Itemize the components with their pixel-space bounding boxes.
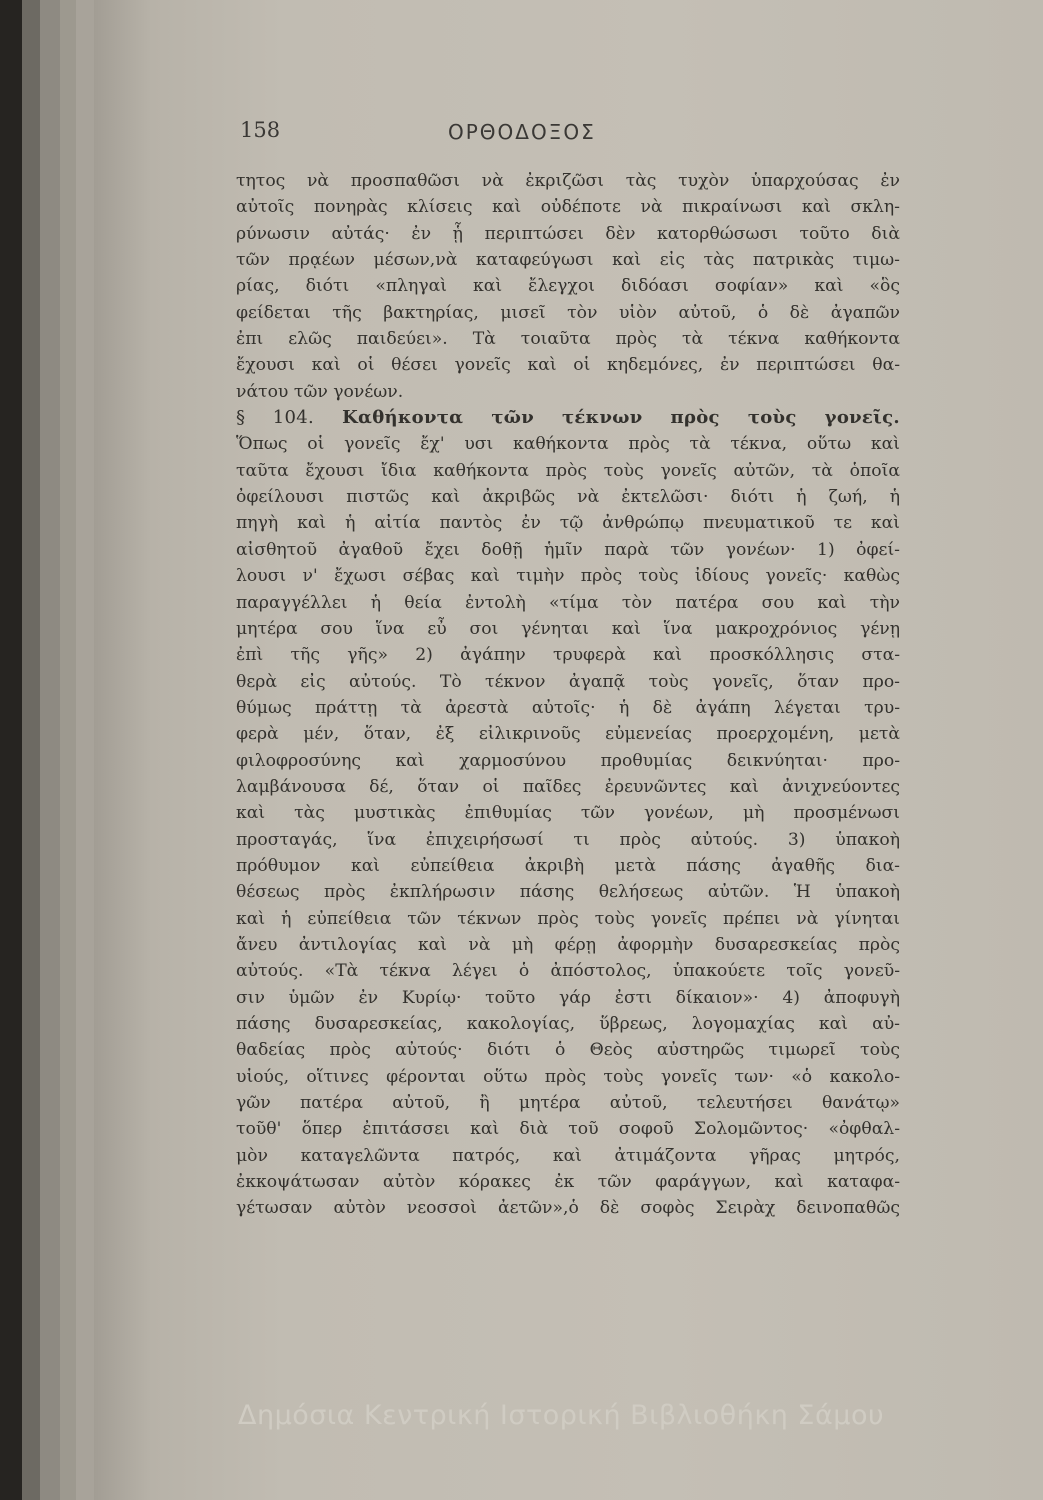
section-title: Καθήκοντα τῶν τέκνων πρὸς τοὺς γονεῖς. [342, 407, 900, 429]
text-line: καὶ τὰς μυστικὰς ἐπιθυμίας τῶν γονέων, μὴ προσμένωσι [236, 803, 900, 824]
text-line: φείδεται τῆς βακτηρίας, μισεῖ τὸν υἱὸν αὐτοῦ, ὁ δὲ ἀγαπῶν [236, 302, 900, 323]
page-edge [40, 0, 60, 1500]
text-line: αὐτούς. «Τὰ τέκνα λέγει ὁ ἀπόστολος, ὑπακούετε τοῖς γονεῦ- [236, 961, 900, 982]
text-line: θερὰ εἰς αὐτούς. Τὸ τέκνον ἀγαπᾷ τοὺς γονεῖς, ὅταν προ- [236, 671, 900, 692]
running-title: ΟΡΘΟΔΟΞΟΣ [448, 120, 596, 144]
text-line: ἐπὶ τῆς γῆς» 2) ἀγάπην τρυφερὰ καὶ προσκόλλησις στα- [236, 645, 900, 666]
text-line: αἰσθητοῦ ἀγαθοῦ ἔχει δοθῇ ἡμῖν παρὰ τῶν γονέων· 1) ὀφεί- [236, 539, 900, 560]
section-number: § 104. [236, 407, 315, 429]
text-line: ἄνευ ἀντιλογίας καὶ νὰ μὴ φέρῃ ἀφορμὴν δυσαρεσκείας πρὸς [236, 934, 900, 955]
page-edge [22, 0, 40, 1500]
page-edge [0, 0, 22, 1500]
text-line: ἔχουσι καὶ οἱ θέσει γονεῖς καὶ οἱ κηδεμόνες, ἐν περιπτώσει θα- [236, 355, 900, 376]
text-line: τῶν πρᾳέων μέσων,νὰ καταφεύγωσι καὶ εἰς τὰς πατρικὰς τιμω- [236, 250, 900, 271]
text-line: γέτωσαν αὐτὸν νεοσσοὶ ἀετῶν»,ὁ δὲ σοφὸς Σειρὰχ δεινοπαθῶς [236, 1198, 900, 1219]
text-line: ἐκκοψάτωσαν αὐτὸν κόρακες ἐκ τῶν φαράγγων, καὶ καταφα- [236, 1172, 900, 1193]
text-line: ταῦτα ἔχουσι ἴδια καθήκοντα πρὸς τοὺς γονεῖς αὐτῶν, τὰ ὁποῖα [236, 460, 900, 481]
text-line: τητος νὰ προσπαθῶσι νὰ ἐκριζῶσι τὰς τυχὸν ὑπαρχούσας ἐν [236, 171, 900, 191]
text-line: ὀφείλουσι πιστῶς καὶ ἀκριβῶς νὰ ἐκτελῶσι· διότι ἡ ζωή, ἡ [236, 487, 900, 508]
text-line: τοῦθ' ὅπερ ἐπιτάσσει καὶ διὰ τοῦ σοφοῦ Σολομῶντος· «ὀφθαλ- [236, 1119, 900, 1140]
text-line: φιλοφροσύνης καὶ χαρμοσύνου προθυμίας δεικνύηται· προ- [236, 750, 900, 771]
text-line: σιν ὑμῶν ἐν Κυρίῳ· τοῦτο γάρ ἐστι δίκαιον»· 4) ἀποφυγὴ [236, 987, 900, 1008]
paragraph-before-heading [236, 168, 900, 405]
paragraph-after-heading [236, 431, 900, 1221]
text-line: φερὰ μέν, ὅταν, ἐξ εἰλικρινοῦς εὐμενείας προερχομένη, μετὰ [236, 724, 900, 745]
text-line: θύμως πράττῃ τὰ ἀρεστὰ αὐτοῖς· ἡ δὲ ἀγάπη λέγεται τρυ- [236, 697, 900, 718]
library-watermark: Δημόσια Κεντρική Ιστορική Βιβλιοθήκη Σάμου [238, 1400, 885, 1431]
text-line: ρύνωσιν αὐτάς· ἐν ᾗ περιπτώσει δὲν κατορθώσωσι τοῦτο διὰ [236, 223, 900, 244]
text-line: νάτου τῶν γονέων. [236, 381, 404, 402]
text-line: αὐτοῖς πονηρὰς κλίσεις καὶ οὐδέποτε νὰ πικραίνωσι καὶ σκλη- [236, 197, 900, 218]
page-edge [60, 0, 76, 1500]
text-line: καὶ ἡ εὐπείθεια τῶν τέκνων πρὸς τοὺς γονεῖς πρέπει νὰ γίνηται [236, 908, 900, 929]
text-line: μητέρα σου ἵνα εὖ σοι γένηται καὶ ἵνα μακροχρόνιος γένῃ [236, 618, 900, 639]
page-header [240, 118, 880, 154]
text-line: υἱούς, οἵτινες φέρονται οὕτω πρὸς τοὺς γονεῖς των· «ὁ κακολο- [236, 1066, 900, 1087]
text-line: προσταγάς, ἵνα ἐπιχειρήσωσί τι πρὸς αὐτούς. 3) ὑπακοὴ [236, 829, 900, 850]
page-edge [76, 0, 94, 1500]
text-line: λουσι ν' ἔχωσι σέβας καὶ τιμὴν πρὸς τοὺς ἰδίους γονεῖς· καθὼς [236, 566, 900, 587]
body-text [236, 168, 900, 1222]
text-line: παραγγέλλει ἡ θεία ἐντολὴ «τίμα τὸν πατέρα σου καὶ τὴν [236, 592, 900, 613]
section-heading [236, 405, 900, 431]
text-line: πηγὴ καὶ ἡ αἰτία παντὸς ἐν τῷ ἀνθρώπῳ πνευματικοῦ τε καὶ [236, 513, 900, 534]
text-line: θέσεως πρὸς ἐκπλήρωσιν πάσης θελήσεως αὐτῶν. Ἡ ὑπακοὴ [236, 882, 900, 903]
text-line: πρόθυμον καὶ εὐπείθεια ἀκριβὴ μετὰ πάσης ἀγαθῆς δια- [236, 855, 900, 876]
text-line: θαδείας πρὸς αὐτούς· διότι ὁ Θεὸς αὐστηρῶς τιμωρεῖ τοὺς [236, 1040, 900, 1061]
page-number: 158 [240, 118, 281, 142]
text-line: πάσης δυσαρεσκείας, κακολογίας, ὕβρεως, λογομαχίας καὶ αὐ- [236, 1014, 900, 1034]
text-line: Ὅπως οἱ γονεῖς ἔχ' υσι καθήκοντα πρὸς τὰ τέκνα, οὕτω καὶ [236, 434, 900, 455]
text-line: γῶν πατέρα αὐτοῦ, ἢ μητέρα αὐτοῦ, τελευτήσει θανάτῳ» [236, 1093, 900, 1114]
text-line: λαμβάνουσα δέ, ὅταν οἱ παῖδες ἐρευνῶντες καὶ ἀνιχνεύοντες [236, 776, 900, 797]
text-line: μὸν καταγελῶντα πατρός, καὶ ἀτιμάζοντα γῆρας μητρός, [236, 1145, 900, 1166]
text-line: ἐπι ελῶς παιδεύει». Τὰ τοιαῦτα πρὸς τὰ τέκνα καθήκοντα [236, 329, 900, 350]
text-line: ρίας, διότι «πληγαὶ καὶ ἔλεγχοι διδόασι σοφίαν» καὶ «ὃς [236, 276, 900, 297]
